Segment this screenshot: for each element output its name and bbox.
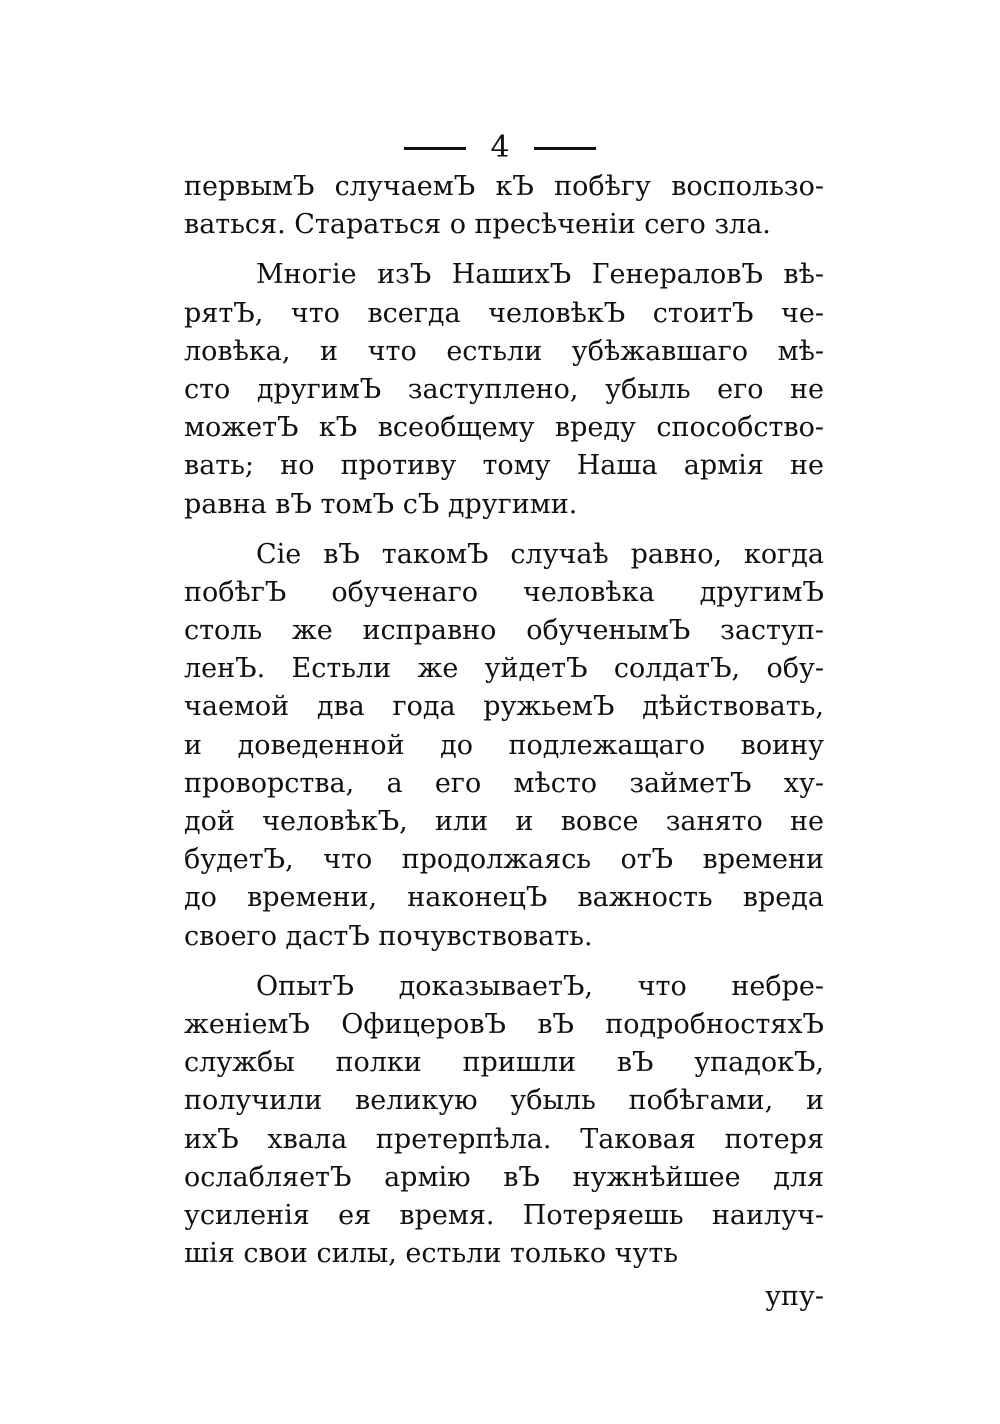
text-line: и доведенной до подлежащаго воину [184, 729, 824, 761]
text-line: усиленія ея время. Потеряешь наилуч- [184, 1199, 824, 1231]
paragraph [184, 536, 824, 956]
text-line: получили великую убыль побѣгами, и [184, 1085, 824, 1117]
text-line: ихЪ хвала претерпѣла. Таковая потеря [184, 1123, 824, 1155]
text-line: равна вЪ томЪ сЪ другими. [184, 488, 578, 520]
paragraph-gap [184, 244, 824, 256]
paragraph [184, 968, 824, 1274]
paragraph [184, 256, 824, 523]
page-header [0, 128, 1000, 168]
header-rule-right [534, 147, 596, 150]
text-line: Сіе вЪ такомЪ случаѣ равно, когда [256, 538, 824, 570]
text-line: своего дастЪ почувствовать. [184, 920, 593, 952]
text-line: ленЪ. Естьли же уйдетЪ солдатЪ, обу- [184, 653, 824, 685]
body-text [184, 168, 824, 1273]
text-line: первымЪ случаемЪ кЪ побѣгу воспользо- [184, 171, 824, 202]
text-line: можетЪ кЪ всеобщему вреду способство- [184, 412, 824, 444]
text-line: столь же исправно обученымЪ заступ- [184, 615, 824, 647]
text-line: вать; но противу тому Наша армія не [184, 450, 824, 482]
text-line: ваться. Стараться о пресѣченіи сего зла. [184, 209, 771, 241]
header-rule-left [404, 147, 466, 150]
catchword: упу- [765, 1281, 824, 1312]
page-number: 4 [490, 130, 510, 165]
text-line: чаемой два года ружьемЪ дѣйствовать, [184, 691, 824, 723]
text-line: Многіе изЪ НашихЪ ГенераловЪ вѣ- [256, 259, 824, 291]
text-line: будетЪ, что продолжаясь отЪ времени [184, 844, 824, 876]
text-line: сто другимЪ заступлено, убыль его не [184, 373, 824, 405]
text-line: женіемЪ ОфицеровЪ вЪ подробностяхЪ [184, 1008, 824, 1040]
text-line: шія свои силы, естьли только чуть [184, 1238, 679, 1270]
paragraph-gap [184, 956, 824, 968]
paragraph [184, 168, 824, 244]
text-line: ОпытЪ доказываетЪ, что небре- [256, 970, 824, 1002]
text-line: рятЪ, что всегда человѣкЪ стоитЪ че- [184, 297, 824, 329]
paragraph-gap [184, 524, 824, 536]
text-line: ловѣка, и что естьли убѣжавшаго мѣ- [184, 335, 824, 367]
text-line: службы полки пришли вЪ упадокЪ, [184, 1047, 824, 1079]
text-line: побѣгЪ обученаго человѣка другимЪ [184, 576, 824, 608]
text-line: дой человѣкЪ, или и вовсе занято не [184, 806, 824, 837]
text-line: до времени, наконецЪ важность вреда [184, 882, 824, 914]
text-line: проворства, а его мѣсто займетЪ ху- [184, 767, 824, 799]
text-line: ослабляетЪ армію вЪ нужнѣйшее для [184, 1161, 824, 1193]
